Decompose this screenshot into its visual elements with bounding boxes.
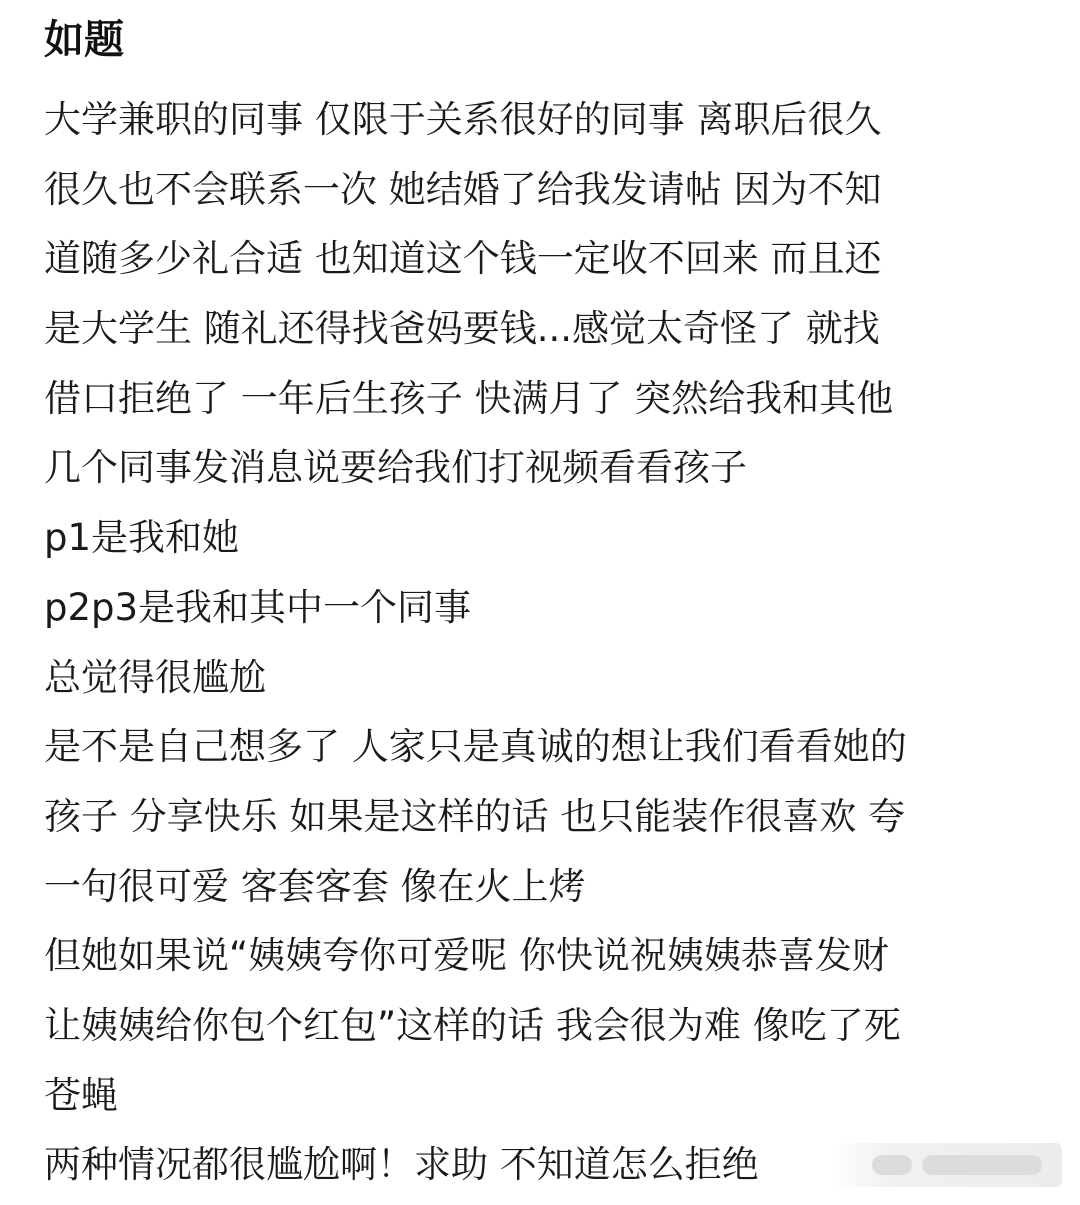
post-line: 但她如果说“姨姨夸你可爱呢 你快说祝姨姨恭喜发财 [44,934,889,978]
post-line: 大学兼职的同事 仅限于关系很好的同事 离职后很久 [44,98,882,141]
post-line: 是不是自己想多了 人家只是真诚的想让我们看看她的 [44,725,907,769]
post-content [44,0,1044,1200]
post-line: p2p3是我和其中一个同事 [44,585,472,629]
post-line: 苍蝇 [44,1073,118,1117]
post-line: 几个同事发消息说要给我们打视频看看孩子 [44,446,747,490]
watermark [832,1143,1062,1187]
watermark-mark [922,1155,1042,1175]
post-line: 总觉得很尴尬 [44,655,266,699]
post-line: 借口拒绝了 一年后生孩子 快满月了 突然给我和其他 [44,376,894,420]
post-body [44,85,1044,1200]
post-line: p1是我和她 [44,516,240,560]
post-line: 孩子 分享快乐 如果是这样的话 也只能装作很喜欢 夸 [44,794,906,838]
watermark-mark [872,1155,912,1175]
post-line: 让姨姨给你包个红包”这样的话 我会很为难 像吃了死 [44,1003,901,1047]
post-line: 道随多少礼合适 也知道这个钱一定收不回来 而且还 [44,237,882,281]
post-title: 如题 [44,17,124,63]
post-line: 很久也不会联系一次 她结婚了给我发请帖 因为不知 [44,167,882,211]
post-line: 是大学生 随礼还得找爸妈要钱...感觉太奇怪了 就找 [44,307,880,351]
post-line: 一句很可爱 客套客套 像在火上烤 [44,864,586,908]
post-line: 两种情况都很尴尬啊！求助 不知道怎么拒绝 [44,1143,759,1187]
